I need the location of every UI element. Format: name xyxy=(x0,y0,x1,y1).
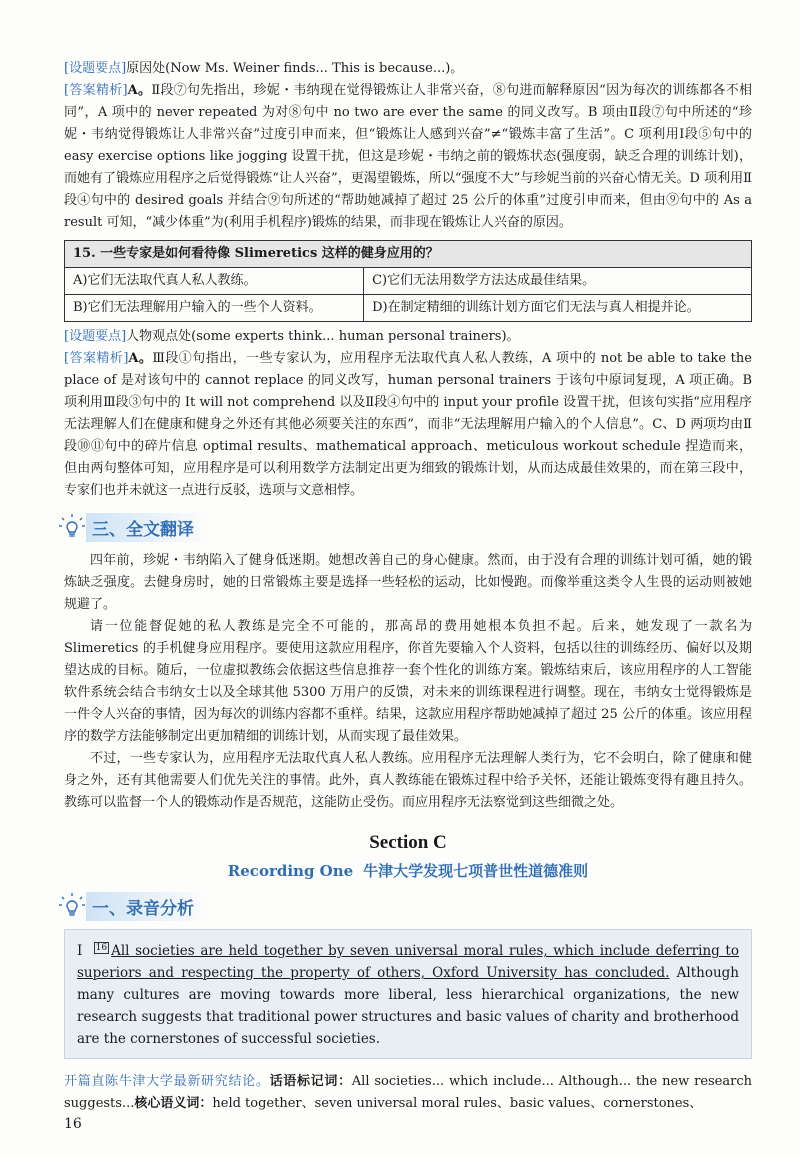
recording-cn-title: 牛津大学发现七项普世性道德准则 xyxy=(363,862,589,880)
recording-label: Recording One xyxy=(227,862,354,880)
q15-option-b: B)它们无法理解用户输入的一些个人资料。 xyxy=(65,295,364,322)
q14-answer-text: Ⅱ段⑦句先指出，珍妮・韦纳现在觉得锻炼让人非常兴奋，⑧句进而解释原因“因为每次的训练都各不相同”，A 项中的 never repeated 为对⑧句中 no two are ever the same 的同义改写。B 项由Ⅱ段⑦句中所述的“珍妮・韦纳觉得锻炼让人非常兴奋”过度引申而来，但“锻炼让人感到兴奋”≠“锻炼丰富了生活”。C 项利用Ⅰ段⑤句中的 easy exercise options like jogging 设置干扰，但这是珍妮・韦纳之前的锻炼状态(强度弱，缺乏合理的训练计划)，而她有了锻炼应用程序之后觉得锻炼“让人兴奋”，更渴望锻炼，所以“强度不大”与珍妮当前的兴奋心情无关。D 项利用Ⅱ段④句中的 desired goals 并结合⑨句所述的“帮助她减掉了超过 25 公斤的体重”过度引申而来，但由⑨句中的 As a result 可知，“减少体重”为(利用手机程序)锻炼的结果，而非现在锻炼让人兴奋的原因。 xyxy=(64,83,753,230)
section3-heading xyxy=(58,512,752,542)
translation-paragraph-1: 四年前，珍妮・韦纳陷入了健身低迷期。她想改善自己的身心健康。然而，由于没有合理的训练计划可循，她的锻炼缺乏强度。去健身房时，她的日常锻炼主要是选择一些轻松的运动，比如慢跑。而像举重这类令人生畏的运动则被她规避了。 xyxy=(64,553,752,612)
tag-point-label: [设题要点] xyxy=(64,329,127,344)
page-content xyxy=(64,58,752,1115)
analysis-paragraph xyxy=(64,1071,752,1115)
q14-answer-letter: A。 xyxy=(127,83,152,98)
transcript-box xyxy=(64,929,752,1059)
q15-option-d: D)在制定精细的训练计划方面它们无法与真人相提并论。 xyxy=(364,295,752,322)
q15-option-a: A)它们无法取代真人私人教练。 xyxy=(65,268,364,295)
section-c-heading: Section C xyxy=(369,832,447,853)
translation-paragraph-3: 不过，一些专家认为，应用程序无法取代真人私人教练。应用程序无法理解人类行为，它不会明白，除了健康和健身之外，还有其他需要人们优先关注的事情。此外，真人教练能在锻炼过程中给予关怀，还能让锻炼变得有趣且持久。教练可以监督一个人的锻炼动作是否规范，这能防止受伤。而应用程序无法察觉到这些细微之处。 xyxy=(64,751,752,810)
transcript-underlined: All societies are held together by seven universal moral rules, which include deferring to superiors and respecting the property of others, Oxford University has concluded. xyxy=(77,943,739,981)
q15-point-text: 人物观点处(some experts think... human personal trainers)。 xyxy=(126,329,520,344)
q14-answer xyxy=(64,80,752,234)
lightbulb-icon xyxy=(58,892,86,920)
recording-title xyxy=(64,860,752,881)
tag-answer-label: [答案精析] xyxy=(64,351,129,366)
page-number: 16 xyxy=(64,1116,82,1132)
q15-point xyxy=(64,326,752,348)
section3-title: 三、全文翻译 xyxy=(86,513,208,542)
paragraph-roman: I xyxy=(77,943,83,959)
analysis-text-2: held together、seven universal moral rules、basic values、cornerstones、 xyxy=(212,1096,703,1111)
lightbulb-icon xyxy=(58,513,86,541)
tag-answer-label: [答案精析] xyxy=(64,83,128,98)
analysis-label-2: 核心语义词： xyxy=(134,1096,213,1111)
tag-point-label: [设题要点] xyxy=(64,61,127,76)
q14-point xyxy=(64,58,752,80)
analysis-lead: 开篇直陈牛津大学最新研究结论。 xyxy=(64,1074,270,1089)
q15-answer-letter: A。 xyxy=(128,351,153,366)
analysis-text-1: All societies... which include... Although... the new research suggests... xyxy=(64,1074,752,1111)
transcript-paragraph xyxy=(77,940,739,1050)
q14-point-text: 原因处(Now Ms. Weiner finds... This is because...)。 xyxy=(126,61,464,76)
analysis-label-1: 话语标记词： xyxy=(269,1074,352,1089)
q15-option-c: C)它们无法用数学方法达成最佳结果。 xyxy=(364,268,752,295)
q15-answer-text: Ⅲ段①句指出，一些专家认为，应用程序无法取代真人私人教练，A 项中的 not be able to take the place of 是对该句中的 cannot replace 的同义改写，human personal trainers 于该句中原词复现，A 项正确。B 项利用Ⅲ段③句中的 It will not comprehend 以及Ⅱ段④句中的 input your profile 设置干扰，但该句实指“应用程序无法理解人们在健康和健身之外还有其他必须要关注的东西”，而非“无法理解用户输入的个人信息”。C、D 两项均由Ⅱ段⑩⑪句中的碎片信息 optimal results、mathematical approach、meticulous workout schedule 捏造而来，但由两句整体可知，应用程序是可以利用数学方法制定出更为细致的锻炼计划，从而达成最佳效果的，而在第三段中，专家们也并未就这一点进行反驳，选项与文意相悖。 xyxy=(64,351,752,498)
translation-paragraph-2: 请一位能督促她的私人教练是完全不可能的，那高昂的费用她根本负担不起。后来，她发现了一款名为 Slimeretics 的手机健身应用程序。要使用这款应用程序，你首先要输入个人资料，包括以往的训练经历、偏好以及期望达成的目标。随后，一位虚拟教练会依据这些信息推荐一套个性化的训练方案。锻炼结束后，该应用程序的人工智能软件系统会结合韦纳女士以及全球其他 5300 万用户的反馈，对未来的训练课程进行调整。现在，韦纳女士觉得锻炼是一件令人兴奋的事情，因为每次的训练内容都不重样。结果，这款应用程序帮助她减掉了超过 25 公斤的体重。该应用程序的数学方法能够制定出更加精细的训练计划，从而实现了最佳效果。 xyxy=(64,619,752,744)
section1-title: 一、录音分析 xyxy=(86,892,208,921)
transcript-rest: Although many cultures are moving towards more liberal, less hierarchical organizations, the new research suggests that traditional power structures and basic values of charity and brotherhood are the cornerstones of successful societies. xyxy=(77,965,740,1047)
section1-heading xyxy=(58,891,752,921)
q15-question: 15. 一些专家是如何看待像 Slimeretics 这样的健身应用的？ xyxy=(65,241,752,268)
q15-table xyxy=(64,240,752,322)
sentence-number: 16 xyxy=(95,942,108,953)
q15-answer xyxy=(64,348,752,502)
